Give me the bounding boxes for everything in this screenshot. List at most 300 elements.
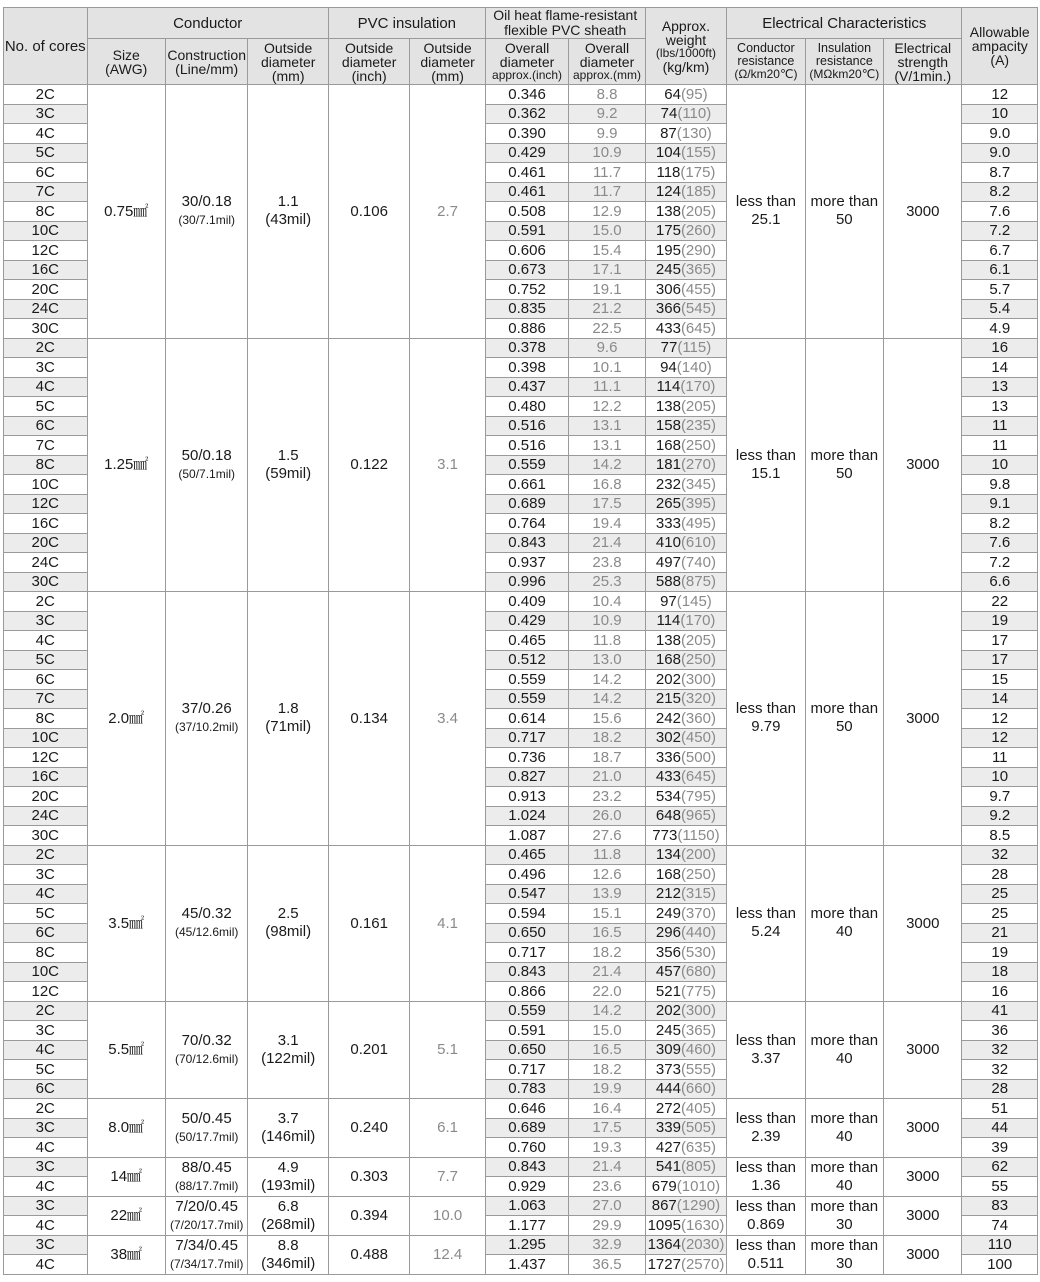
cores-cell: 6C <box>4 1079 88 1099</box>
weight-kg-value: (315) <box>680 885 716 903</box>
ampacity-cell: 12 <box>962 728 1038 748</box>
sheath-od-inch-cell: 0.717 <box>485 728 569 748</box>
weight-kg-value: (155) <box>680 144 716 162</box>
header-size-line-1: Size <box>112 46 140 63</box>
ampacity-cell: 21 <box>962 923 1038 943</box>
sheath-od-mm-cell: 16.5 <box>569 923 645 943</box>
sheath-od-inch-cell: 0.559 <box>485 670 569 690</box>
weight-cell <box>645 767 726 787</box>
weight-kg-value: (250) <box>680 436 716 454</box>
construction-mil-value: (37/10.2mil) <box>175 720 239 735</box>
ampacity-cell: 28 <box>962 865 1038 885</box>
cores-cell: 12C <box>4 982 88 1002</box>
ampacity-cell: 83 <box>962 1196 1038 1216</box>
weight-lbs-value: 77 <box>660 339 678 357</box>
sheath-od-inch-cell: 0.760 <box>485 1138 569 1158</box>
weight-cell <box>645 611 726 631</box>
header-ampacity-line-1: Allowable <box>969 24 1030 40</box>
sheath-od-inch-cell: 0.409 <box>485 592 569 612</box>
header-sheath-od-mm-line-3: approx.(mm) <box>572 68 641 82</box>
sheath-od-mm-cell: 13.0 <box>569 650 645 670</box>
cores-cell: 3C <box>4 104 88 124</box>
header-sheath <box>485 8 645 39</box>
conductor-resistance-cell <box>727 1235 805 1274</box>
weight-lbs-value: 265 <box>655 495 681 513</box>
table-row <box>4 1196 1038 1216</box>
weight-cell <box>645 650 726 670</box>
ampacity-cell: 39 <box>962 1138 1038 1158</box>
insulation-resistance-cell <box>805 1235 883 1274</box>
header-sheath-od-inch <box>485 39 569 85</box>
header-pvc-od-inch-line-2: diameter <box>341 53 397 70</box>
electrical-strength-cell: 3000 <box>884 1235 962 1274</box>
construction-value: 7/20/0.45 <box>175 1197 238 1215</box>
weight-cell <box>645 1138 726 1158</box>
ampacity-cell: 8.2 <box>962 182 1038 202</box>
construction-value: 50/0.45 <box>181 1109 232 1127</box>
ampacity-cell: 74 <box>962 1216 1038 1236</box>
weight-kg-value: (115) <box>677 339 712 357</box>
electrical-strength-cell: 3000 <box>884 338 962 592</box>
weight-kg-value: (170) <box>680 612 716 630</box>
sheath-od-inch-cell: 0.886 <box>485 319 569 339</box>
weight-kg-value: (635) <box>680 1138 716 1156</box>
table-row <box>4 845 1038 865</box>
cores-cell: 4C <box>4 1255 88 1275</box>
sheath-od-inch-cell: 0.591 <box>485 221 569 241</box>
pvc-od-mm-cell: 3.4 <box>410 592 485 846</box>
conductor-od-value: 1.5 <box>277 446 299 464</box>
sheath-od-inch-cell: 0.480 <box>485 397 569 417</box>
cores-cell: 2C <box>4 592 88 612</box>
weight-lbs-value: 1364 <box>647 1236 681 1254</box>
electrical-strength-cell: 3000 <box>884 845 962 1001</box>
cores-cell: 2C <box>4 1001 88 1021</box>
header-pvc-od-inch <box>328 39 409 85</box>
weight-kg-value: (200) <box>680 846 716 864</box>
conductor-resistance-cell <box>727 592 805 846</box>
weight-lbs-value: 212 <box>655 885 681 903</box>
header-electrical-strength-line-1: Electrical <box>894 39 952 56</box>
conductor-od-mil-value: (346mil) <box>261 1254 316 1272</box>
insulation-resistance-label: more than <box>810 193 879 211</box>
table-row <box>4 338 1038 358</box>
weight-cell <box>645 1196 726 1216</box>
conductor-resistance-label: less than <box>735 446 796 464</box>
conductor-od-value: 8.8 <box>277 1236 299 1254</box>
weight-lbs-value: 245 <box>655 1021 681 1039</box>
weight-lbs-value: 1727 <box>647 1255 681 1273</box>
sheath-od-mm-cell: 9.2 <box>569 104 645 124</box>
weight-kg-value: (205) <box>680 631 716 649</box>
header-construction-line-2: (Line/mm) <box>175 60 239 77</box>
weight-lbs-value: 104 <box>655 144 681 162</box>
ampacity-cell: 9.2 <box>962 806 1038 826</box>
sheath-od-mm-cell: 19.4 <box>569 514 645 534</box>
header-weight-line-4: (kg/km) <box>662 58 710 75</box>
header-size <box>87 39 165 85</box>
weight-kg-value: (740) <box>680 553 716 571</box>
insulation-resistance-value: 40 <box>835 1176 853 1194</box>
sheath-od-mm-cell: 15.6 <box>569 709 645 729</box>
cores-cell: 20C <box>4 787 88 807</box>
insulation-resistance-cell <box>805 85 883 339</box>
conductor-od-value: 4.9 <box>277 1158 299 1176</box>
header-sheath-od-inch-line-1: Overall <box>504 40 550 56</box>
conductor-od-cell <box>248 1099 328 1158</box>
conductor-od-cell <box>248 338 328 592</box>
ampacity-cell: 19 <box>962 611 1038 631</box>
weight-lbs-value: 124 <box>655 183 681 201</box>
ampacity-cell: 110 <box>962 1235 1038 1255</box>
sheath-od-mm-cell: 13.1 <box>569 416 645 436</box>
weight-kg-value: (370) <box>680 904 716 922</box>
weight-kg-value: (110) <box>677 105 712 123</box>
cores-cell: 4C <box>4 884 88 904</box>
cores-cell: 20C <box>4 280 88 300</box>
weight-lbs-value: 309 <box>655 1041 681 1059</box>
header-sheath-od-mm <box>569 39 645 85</box>
conductor-resistance-value: 2.39 <box>751 1127 781 1145</box>
header-pvc-insulation: PVC insulation <box>328 8 485 39</box>
ampacity-cell: 22 <box>962 592 1038 612</box>
conductor-resistance-label: less than <box>735 1236 796 1254</box>
weight-kg-value: (360) <box>680 709 716 727</box>
sheath-od-inch-cell: 0.913 <box>485 787 569 807</box>
sheath-od-mm-cell: 19.3 <box>569 1138 645 1158</box>
pvc-od-inch-cell: 0.303 <box>328 1157 409 1196</box>
construction-cell <box>165 1235 248 1274</box>
insulation-resistance-cell <box>805 1196 883 1235</box>
weight-lbs-value: 1095 <box>647 1216 681 1234</box>
ampacity-cell: 11 <box>962 416 1038 436</box>
sheath-od-mm-cell: 16.8 <box>569 475 645 495</box>
weight-cell <box>645 416 726 436</box>
electrical-strength-cell: 3000 <box>884 592 962 846</box>
construction-mil-value: (30/7.1mil) <box>178 213 236 228</box>
header-conductor: Conductor <box>87 8 328 39</box>
sheath-od-mm-cell: 16.5 <box>569 1040 645 1060</box>
insulation-resistance-label: more than <box>810 1197 879 1215</box>
header-conductor-resistance <box>727 39 805 85</box>
sheath-od-inch-cell: 1.177 <box>485 1216 569 1236</box>
weight-kg-value: (450) <box>680 729 716 747</box>
table-body <box>4 85 1038 1275</box>
ampacity-cell: 17 <box>962 650 1038 670</box>
conductor-resistance-value: 0.511 <box>747 1254 785 1272</box>
weight-cell <box>645 163 726 183</box>
weight-kg-value: (365) <box>680 1021 716 1039</box>
header-weight-line-1: Approx. <box>661 17 711 34</box>
weight-kg-value: (795) <box>680 787 716 805</box>
sheath-od-inch-cell: 0.346 <box>485 85 569 105</box>
sheath-od-inch-cell: 0.661 <box>485 475 569 495</box>
sheath-od-inch-cell: 0.516 <box>485 416 569 436</box>
ampacity-cell: 44 <box>962 1118 1038 1138</box>
header-insulation-resistance-line-2: resistance <box>815 54 873 68</box>
weight-cell <box>645 728 726 748</box>
conductor-resistance-label: less than <box>735 700 796 718</box>
sheath-od-mm-cell: 12.9 <box>569 202 645 222</box>
header-construction-line-1: Construction <box>167 46 246 63</box>
header-sheath-od-mm-line-2: diameter <box>579 54 635 70</box>
construction-cell <box>165 592 248 846</box>
weight-cell <box>645 280 726 300</box>
cores-cell: 4C <box>4 1138 88 1158</box>
weight-cell <box>645 338 726 358</box>
cores-cell: 8C <box>4 202 88 222</box>
weight-cell <box>645 377 726 397</box>
sheath-od-inch-cell: 0.764 <box>485 514 569 534</box>
ampacity-cell: 8.7 <box>962 163 1038 183</box>
weight-cell <box>645 260 726 280</box>
header-sheath-line-1: Oil heat flame-resistant <box>493 7 638 23</box>
pvc-od-mm-cell: 10.0 <box>410 1196 485 1235</box>
ampacity-cell: 14 <box>962 358 1038 378</box>
weight-cell <box>645 1118 726 1138</box>
weight-cell <box>645 982 726 1002</box>
insulation-resistance-label: more than <box>810 1109 879 1127</box>
header-cores: No. of cores <box>4 8 88 85</box>
weight-kg-value: (235) <box>680 417 716 435</box>
cores-cell: 5C <box>4 143 88 163</box>
weight-kg-value: (175) <box>680 163 716 181</box>
sheath-od-mm-cell: 21.2 <box>569 299 645 319</box>
weight-kg-value: (875) <box>680 573 716 591</box>
construction-value: 50/0.18 <box>181 446 232 464</box>
construction-mil-value: (50/17.7mil) <box>175 1129 239 1144</box>
construction-value: 70/0.32 <box>181 1031 232 1049</box>
conductor-resistance-label: less than <box>735 1031 796 1049</box>
sheath-od-mm-cell: 17.5 <box>569 494 645 514</box>
sheath-od-mm-cell: 26.0 <box>569 806 645 826</box>
table-row <box>4 1001 1038 1021</box>
cores-cell: 10C <box>4 221 88 241</box>
cores-cell: 3C <box>4 1021 88 1041</box>
weight-lbs-value: 648 <box>655 807 681 825</box>
weight-cell <box>645 494 726 514</box>
conductor-resistance-cell <box>727 338 805 592</box>
sheath-od-inch-cell: 0.559 <box>485 689 569 709</box>
ampacity-cell: 13 <box>962 377 1038 397</box>
cores-cell: 16C <box>4 767 88 787</box>
header-insulation-resistance-line-3: (MΩkm20℃) <box>809 67 880 81</box>
weight-cell <box>645 1177 726 1197</box>
cores-cell: 16C <box>4 260 88 280</box>
conductor-od-cell <box>248 1001 328 1099</box>
cable-spec-table <box>3 7 1038 1275</box>
insulation-resistance-value: 50 <box>835 211 853 229</box>
header-conductor-od <box>248 39 328 85</box>
size-cell: 2.0㎟ <box>87 592 165 846</box>
cores-cell: 10C <box>4 962 88 982</box>
construction-value: 7/34/0.45 <box>175 1236 238 1254</box>
pvc-od-mm-cell: 4.1 <box>410 845 485 1001</box>
sheath-od-mm-cell: 15.0 <box>569 221 645 241</box>
table-row <box>4 1235 1038 1255</box>
construction-value: 88/0.45 <box>181 1158 232 1176</box>
ampacity-cell: 16 <box>962 338 1038 358</box>
conductor-resistance-value: 0.869 <box>747 1215 785 1233</box>
electrical-strength-cell: 3000 <box>884 85 962 339</box>
weight-cell <box>645 1235 726 1255</box>
sheath-od-inch-cell: 0.937 <box>485 553 569 573</box>
sheath-od-mm-cell: 18.7 <box>569 748 645 768</box>
insulation-resistance-cell <box>805 592 883 846</box>
weight-lbs-value: 249 <box>655 904 681 922</box>
cores-cell: 6C <box>4 670 88 690</box>
conductor-od-mil-value: (268mil) <box>261 1215 316 1233</box>
pvc-od-mm-cell: 6.1 <box>410 1099 485 1158</box>
sheath-od-inch-cell: 0.559 <box>485 1001 569 1021</box>
weight-lbs-value: 427 <box>655 1138 681 1156</box>
weight-cell <box>645 572 726 592</box>
electrical-strength-cell: 3000 <box>884 1157 962 1196</box>
weight-kg-value: (300) <box>680 1002 716 1020</box>
cores-cell: 6C <box>4 416 88 436</box>
weight-lbs-value: 114 <box>656 612 681 630</box>
sheath-od-mm-cell: 18.2 <box>569 728 645 748</box>
weight-cell <box>645 436 726 456</box>
cores-cell: 3C <box>4 1235 88 1255</box>
ampacity-cell: 100 <box>962 1255 1038 1275</box>
ampacity-cell: 9.0 <box>962 143 1038 163</box>
weight-lbs-value: 521 <box>655 982 681 1000</box>
size-cell: 5.5㎟ <box>87 1001 165 1099</box>
weight-lbs-value: 138 <box>655 397 681 415</box>
sheath-od-mm-cell: 11.7 <box>569 163 645 183</box>
weight-kg-value: (645) <box>680 768 716 786</box>
ampacity-cell: 32 <box>962 1060 1038 1080</box>
sheath-od-mm-cell: 12.6 <box>569 865 645 885</box>
insulation-resistance-value: 40 <box>835 1049 853 1067</box>
sheath-od-mm-cell: 15.4 <box>569 241 645 261</box>
construction-value: 30/0.18 <box>181 193 232 211</box>
weight-kg-value: (300) <box>680 670 716 688</box>
header-conductor-resistance-line-2: resistance <box>737 54 795 68</box>
weight-lbs-value: 373 <box>655 1060 681 1078</box>
ampacity-cell: 5.7 <box>962 280 1038 300</box>
cores-cell: 3C <box>4 1118 88 1138</box>
ampacity-cell: 7.6 <box>962 202 1038 222</box>
ampacity-cell: 11 <box>962 748 1038 768</box>
weight-kg-value: (500) <box>680 748 716 766</box>
ampacity-cell: 12 <box>962 85 1038 105</box>
sheath-od-inch-cell: 0.606 <box>485 241 569 261</box>
weight-kg-value: (2570) <box>680 1255 725 1273</box>
ampacity-cell: 6.6 <box>962 572 1038 592</box>
header-electrical-strength-line-3: (V/1min.) <box>894 67 952 84</box>
cores-cell: 7C <box>4 689 88 709</box>
weight-lbs-value: 457 <box>655 963 681 981</box>
header-ampacity <box>962 8 1038 85</box>
sheath-od-mm-cell: 21.0 <box>569 767 645 787</box>
ampacity-cell: 51 <box>962 1099 1038 1119</box>
ampacity-cell: 7.6 <box>962 533 1038 553</box>
insulation-resistance-value: 40 <box>835 923 853 940</box>
cores-cell: 3C <box>4 1157 88 1177</box>
header-insulation-resistance <box>805 39 883 85</box>
cores-cell: 24C <box>4 553 88 573</box>
weight-lbs-value: 74 <box>660 105 678 123</box>
ampacity-cell: 7.2 <box>962 553 1038 573</box>
sheath-od-inch-cell: 1.024 <box>485 806 569 826</box>
sheath-od-inch-cell: 0.752 <box>485 280 569 300</box>
conductor-od-value: 6.8 <box>277 1197 299 1215</box>
ampacity-cell: 14 <box>962 689 1038 709</box>
weight-lbs-value: 444 <box>655 1080 681 1098</box>
insulation-resistance-label: more than <box>810 1158 879 1176</box>
header-ampacity-line-2: ampacity <box>971 38 1028 54</box>
sheath-od-mm-cell: 27.6 <box>569 826 645 846</box>
conductor-od-cell <box>248 1235 328 1274</box>
weight-kg-value: (290) <box>680 241 716 259</box>
table-row <box>4 1157 1038 1177</box>
header-sheath-od-inch-line-2: diameter <box>499 54 555 70</box>
insulation-resistance-cell <box>805 1157 883 1196</box>
construction-cell <box>165 1099 248 1158</box>
pvc-od-inch-cell: 0.161 <box>328 845 409 1001</box>
sheath-od-inch-cell: 0.496 <box>485 865 569 885</box>
conductor-od-cell <box>248 85 328 339</box>
conductor-resistance-label: less than <box>735 1197 796 1215</box>
construction-cell <box>165 845 248 1001</box>
sheath-od-inch-cell: 0.783 <box>485 1079 569 1099</box>
conductor-resistance-cell <box>727 1099 805 1158</box>
ampacity-cell: 25 <box>962 904 1038 924</box>
weight-lbs-value: 181 <box>655 456 681 474</box>
sheath-od-inch-cell: 0.390 <box>485 124 569 144</box>
ampacity-cell: 5.4 <box>962 299 1038 319</box>
ampacity-cell: 8.2 <box>962 514 1038 534</box>
cores-cell: 2C <box>4 85 88 105</box>
weight-kg-value: (130) <box>676 124 712 142</box>
conductor-resistance-cell <box>727 1157 805 1196</box>
ampacity-cell: 7.2 <box>962 221 1038 241</box>
cores-cell: 3C <box>4 1196 88 1216</box>
weight-cell <box>645 1040 726 1060</box>
weight-kg-value: (145) <box>676 592 712 610</box>
weight-cell <box>645 241 726 261</box>
sheath-od-mm-cell: 12.2 <box>569 397 645 417</box>
header-pvc-od-mm-line-1: Outside <box>423 39 472 56</box>
conductor-resistance-value: 3.37 <box>751 1049 781 1067</box>
weight-kg-value: (2030) <box>680 1236 725 1254</box>
weight-kg-value: (530) <box>680 943 716 961</box>
weight-kg-value: (405) <box>680 1099 716 1117</box>
construction-cell <box>165 1196 248 1235</box>
weight-cell <box>645 1001 726 1021</box>
cores-cell: 24C <box>4 806 88 826</box>
ampacity-cell: 19 <box>962 943 1038 963</box>
weight-lbs-value: 138 <box>655 202 681 220</box>
sheath-od-inch-cell: 1.437 <box>485 1255 569 1275</box>
sheath-od-mm-cell: 32.9 <box>569 1235 645 1255</box>
header-conductor-od-line-1: Outside <box>264 39 313 56</box>
weight-kg-value: (495) <box>680 514 716 532</box>
size-cell: 14㎟ <box>87 1157 165 1196</box>
ampacity-cell: 9.8 <box>962 475 1038 495</box>
cores-cell: 10C <box>4 728 88 748</box>
header-conductor-od-line-3: (mm) <box>271 67 305 84</box>
sheath-od-inch-cell: 0.673 <box>485 260 569 280</box>
header-pvc-od-mm-line-2: diameter <box>420 53 475 70</box>
cores-cell: 16C <box>4 514 88 534</box>
weight-cell <box>645 104 726 124</box>
weight-lbs-value: 195 <box>655 241 681 259</box>
header-electrical: Electrical Characteristics <box>727 8 962 39</box>
weight-kg-value: (805) <box>680 1158 716 1176</box>
